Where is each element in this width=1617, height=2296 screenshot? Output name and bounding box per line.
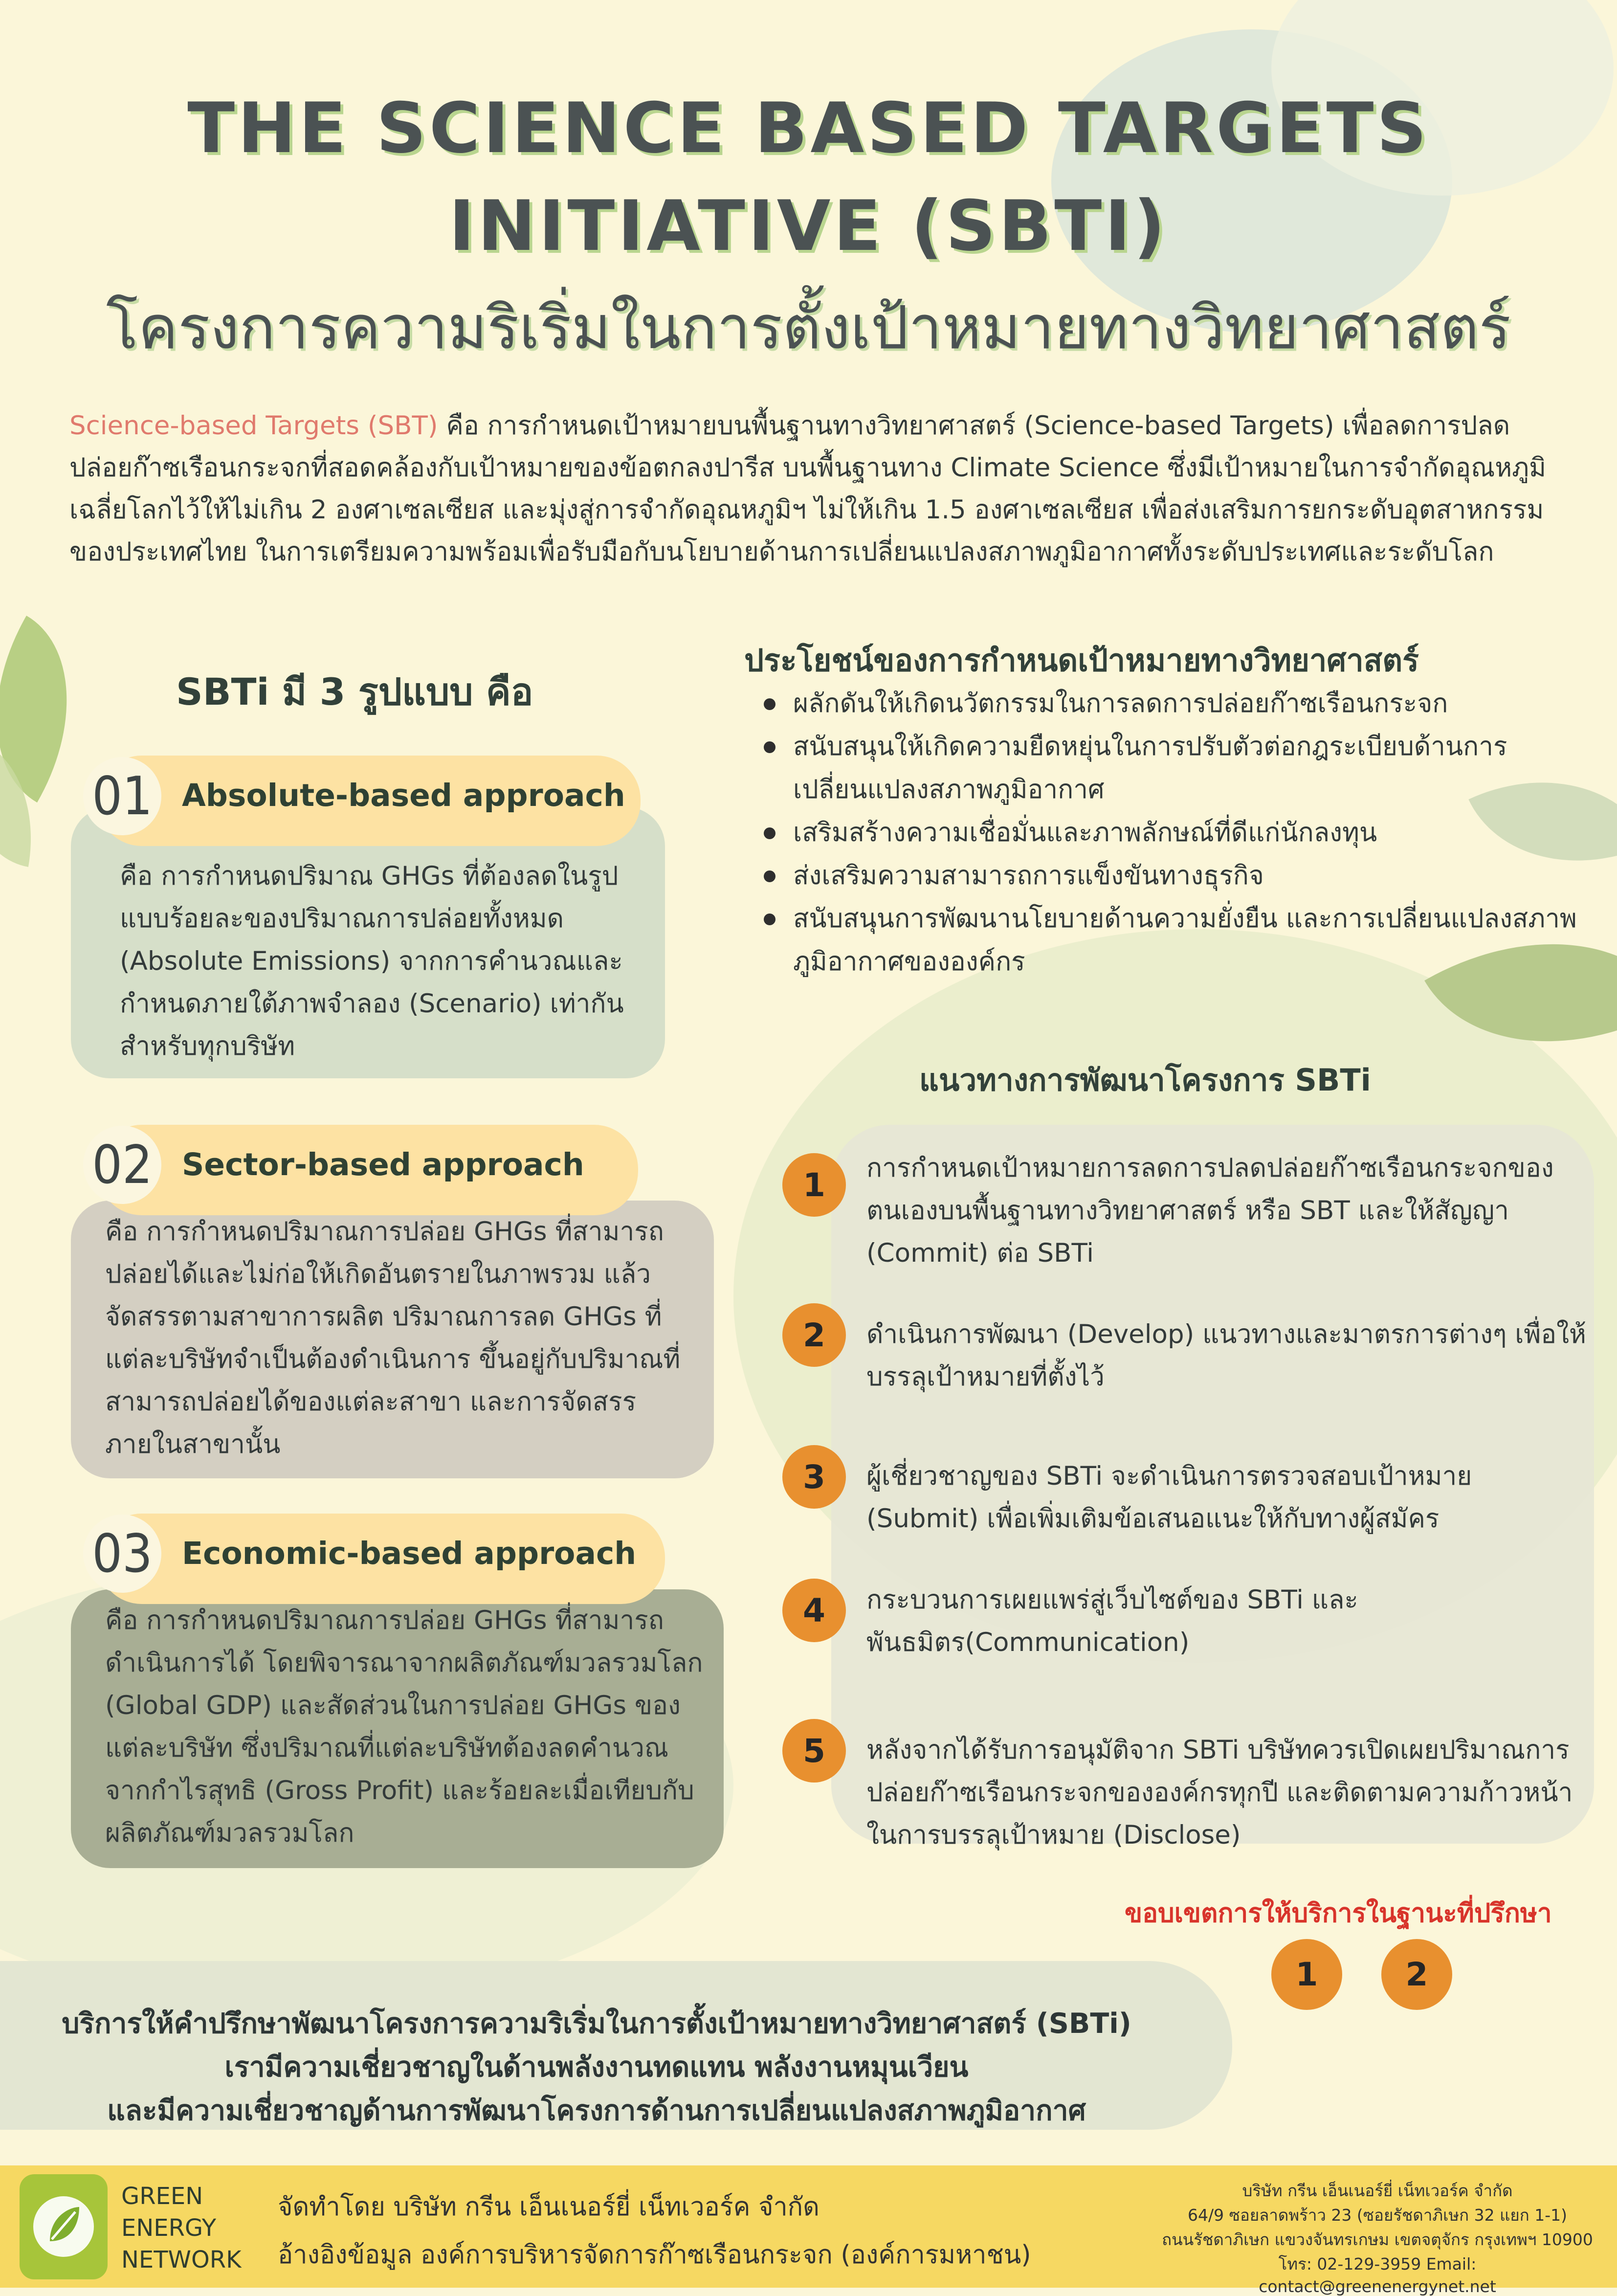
approach-number-2: 02 [83, 1126, 161, 1204]
step-text-3: ผู้เชี่ยวชาญของ SBTi จะดำเนินการตรวจสอบเป้าหมาย (Submit) เพื่อเพิ่มเติมข้อเสนอแนะให้กับทางผู้สมัคร [866, 1461, 1472, 1534]
approach-number-3: 03 [83, 1515, 161, 1593]
step-number-1: 1 [782, 1153, 846, 1217]
reference: อ้างอิงข้อมูล องค์การบริหารจัดการก๊าซเรือนกระจก (องค์การมหาชน) [278, 2240, 1031, 2270]
title-line-1: THE SCIENCE BASED TARGETS [187, 88, 1430, 169]
development-heading: แนวทางการพัฒนาโครงการ SBTi [919, 1062, 1371, 1098]
title-thai: โครงการความริเริ่มในการตั้งเป้าหมายทางวิทยาศาสตร์ [106, 293, 1511, 362]
benefits-heading: ประโยชน์ของการกำหนดเป้าหมายทางวิทยาศาสตร์ [744, 643, 1419, 678]
approaches-heading: SBTi มี 3 รูปแบบ คือ [176, 670, 533, 713]
address-line-2: ถนนรัชดาภิเษก แขวงจันทรเกษม เขตจตุจักร กรุงเทพฯ 10900 [1162, 2230, 1593, 2249]
logo-text-energy: ENERGY [121, 2214, 217, 2242]
contact-info[interactable]: โทร: 02-129-3959 Email: contact@greenenergynet.net [1259, 2254, 1496, 2296]
approach-title-2: Sector-based approach [182, 1147, 584, 1182]
step-text-5: หลังจากได้รับการอนุมัติจาก SBTi บริษัทควรเปิดเผยปริมาณการปล่อยก๊าซเรือนกระจกขององค์กรทุกปี และติดตามความก้าวหน้าในการบรรลุเป้าหมาย (Disclose) [866, 1735, 1573, 1850]
scope-heading: ขอบเขตการให้บริการในฐานะที่ปรึกษา [1125, 1898, 1552, 1928]
benefit-item: สนับสนุนให้เกิดความยืดหยุ่นในการปรับตัวต่อกฎระเบียบด้านการเปลี่ยนแปลงสภาพภูมิอากาศ [749, 725, 1580, 811]
intro-highlight: Science-based Targets (SBT) [69, 411, 438, 441]
step-number-3: 3 [782, 1445, 846, 1509]
step-text-1: การกำหนดเป้าหมายการลดการปลดปล่อยก๊าซเรือนกระจกของตนเองบนพื้นฐานทางวิทยาศาสตร์ หรือ SBT และให้สัญญา (Commit) ต่อ SBTi [866, 1153, 1554, 1268]
title-line-2: INITIATIVE (SBTI) [448, 186, 1169, 267]
logo-text-green: GREEN [121, 2183, 203, 2210]
benefit-item: ส่งเสริมความสามารถการแข็งขันทางธุรกิจ [749, 854, 1580, 897]
leaf-logo-icon [30, 2187, 97, 2266]
intro-paragraph [69, 405, 1566, 573]
approach-text-3: คือ การกำหนดปริมาณการปล่อย GHGs ที่สามารถดำเนินการได้ โดยพิจารณาจากผลิตภัณฑ์มวลรวมโลก (Global GDP) และสัดส่วนในการปล่อย GHGs ของแต่ละบริษัท ซึ่งปริมาณที่แต่ละบริษัทต้องลดคำนวณจากกำไรสุทธิ (Gross Profit) และร้อยละเมื่อเทียบกับผลิตภัณฑ์มวลรวมโลก [105, 1605, 703, 1848]
service-line-3: และมีความเชี่ยวชาญด้านการพัฒนาโครงการด้านการเปลี่ยนแปลงสภาพภูมิอากาศ [107, 2095, 1086, 2127]
prepared-by: จัดทำโดย บริษัท กรีน เอ็นเนอร์ยี่ เน็ทเวอร์ค จำกัด [278, 2192, 820, 2222]
step-text-2: ดำเนินการพัฒนา (Develop) แนวทางและมาตรการต่างๆ เพื่อให้บรรลุเป้าหมายที่ตั้งไว้ [866, 1319, 1586, 1392]
benefit-item: เสริมสร้างความเชื่อมั่นและภาพลักษณ์ที่ดีแก่นักลงทุน [749, 811, 1580, 854]
address-line-1: 64/9 ซอยลาดพร้าว 23 (ซอยรัชดาภิเษก 32 แยก 1-1) [1188, 2206, 1567, 2225]
step-text-4: กระบวนการเผยแพร่สู่เว็บไซต์ของ SBTi และพันธมิตร(Communication) [866, 1585, 1358, 1657]
benefit-item: ผลักดันให้เกิดนวัตกรรมในการลดการปล่อยก๊าซเรือนกระจก [749, 682, 1580, 725]
approach-text-1: คือ การกำหนดปริมาณ GHGs ที่ต้องลดในรูปแบบร้อยละของปริมาณการปล่อยทั้งหมด (Absolute Emissions) จากการคำนวณและกำหนดภายใต้ภาพจำลอง (Scenario) เท่ากันสำหรับทุกบริษัท [120, 861, 624, 1061]
step-number-5: 5 [782, 1719, 846, 1783]
scope-number-1: 1 [1271, 1939, 1342, 2010]
approach-text-2: คือ การกำหนดปริมาณการปล่อย GHGs ที่สามารถปล่อยได้และไม่ก่อให้เกิดอันตรายในภาพรวม แล้วจัดสรรตามสาขาการผลิต ปริมาณการลด GHGs ที่แต่ละบริษัทจำเป็นต้องดำเนินการ ขึ้นอยู่กับปริมาณที่สามารถปล่อยได้ของแต่ละสาขา และการจัดสรรภายในสาขานั้น [105, 1217, 681, 1459]
step-number-2: 2 [782, 1303, 846, 1367]
scope-number-2: 2 [1381, 1939, 1452, 2010]
approach-title-1: Absolute-based approach [182, 778, 625, 813]
approach-number-1: 01 [83, 757, 161, 835]
service-line-1: บริการให้คำปรึกษาพัฒนาโครงการความริเริ่มในการตั้งเป้าหมายทางวิทยาศาสตร์ (SBTi) [62, 2007, 1131, 2040]
benefits-list [749, 682, 1580, 983]
approach-title-3: Economic-based approach [182, 1536, 637, 1571]
benefit-item: สนับสนุนการพัฒนานโยบายด้านความยั่งยืน และการเปลี่ยนแปลงสภาพภูมิอากาศขององค์กร [749, 897, 1580, 983]
company-name: บริษัท กรีน เอ็นเนอร์ยี่ เน็ทเวอร์ค จำกัด [1242, 2181, 1513, 2200]
intro-text: คือ การกำหนดเป้าหมายบนพื้นฐานทางวิทยาศาสตร์ (Science-based Targets) เพื่อลดการปลดปล่อยก๊าซเรือนกระจกที่สอดคล้องกับเป้าหมายของข้อตกลงปารีส บนพื้นฐานทาง Climate Science ซึ่งมีเป้าหมายในการจำกัดอุณหภูมิเฉลี่ยโลกไว้ให้ไม่เกิน 2 องศาเซลเซียส และมุ่งสู่การจำกัดอุณหภูมิฯ ไม่ให้เกิน 1.5 องศาเซลเซียส เพื่อส่งเสริมการยกระดับอุตสาหกรรมของประเทศไทย ในการเตรียมความพร้อมเพื่อรับมือกับนโยบายด้านการเปลี่ยนแปลงสภาพภูมิอากาศทั้งระดับประเทศและระดับโลก [69, 411, 1547, 567]
step-number-4: 4 [782, 1579, 846, 1642]
footer [0, 2165, 1617, 2296]
service-line-2: เรามีความเชี่ยวชาญในด้านพลังงานทดแทน พลังงานหมุนเวียน [224, 2051, 969, 2083]
logo-text-network: NETWORK [121, 2246, 242, 2274]
